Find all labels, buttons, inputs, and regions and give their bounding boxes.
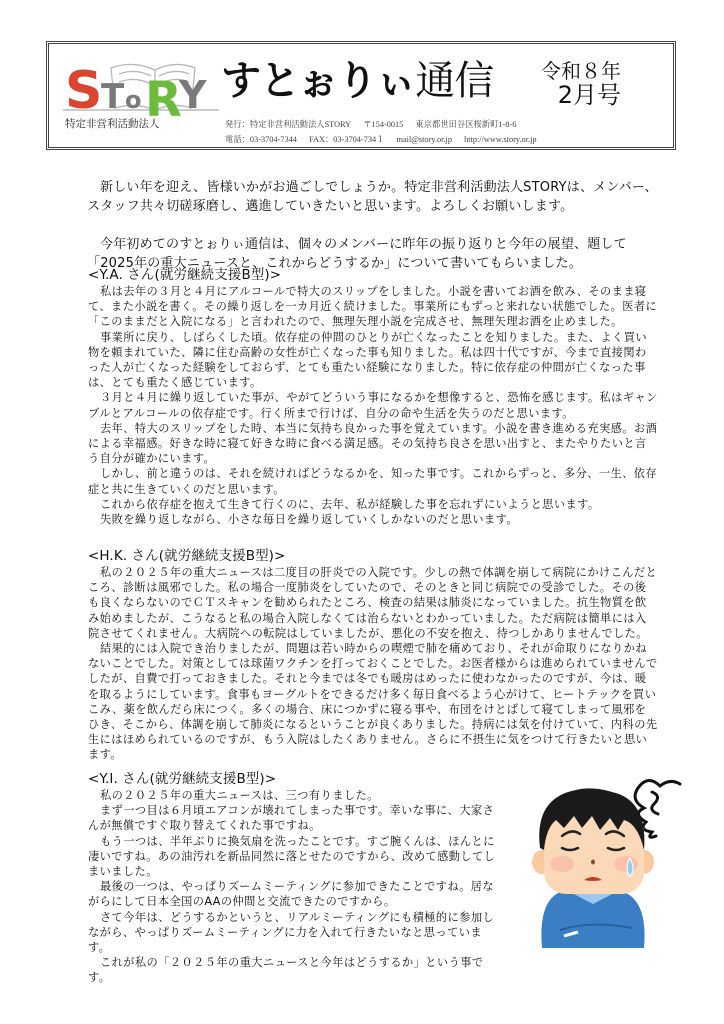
article-paragraph: もう一つは、半年ぶりに換気扇を洗ったことです。すご腕くんは、ほんとに凄いですね。あの油汚れを新品同然に落とせたのですから、改めて感動してしまいました。 bbox=[88, 834, 496, 879]
article-paragraph: これが私の「２０２５年の重大ニュースと今年はどうするか」という事です。 bbox=[88, 956, 484, 985]
title-bold: すとぉりぃ bbox=[221, 58, 416, 104]
worried-man-illustration bbox=[520, 770, 685, 950]
article-paragraph: さて今年は、どうするかというと、リアルミーティングにも積極的に参加しながら、やっぱりズームミーティングに力を入れて行きたいなと思っています。 bbox=[88, 910, 495, 955]
address: 東京都世田谷区桜新町1-8-6 bbox=[415, 120, 517, 129]
article-paragraph: 失敗を繰り返しながら、小さな毎日を繰り返していくしかないのだと思います。 bbox=[100, 513, 519, 527]
article-paragraph: 最後の一つは、やっぱりズームミーティングに参加できたことですね。居ながらにして日本全国のAAの仲間と交流できたのですから。 bbox=[88, 880, 494, 909]
article-paragraph: しかし、前と違うのは、それを続ければどうなるかを、知った事です。これからずっと、多分、一生、依存症と共に生きていくのだと思います。 bbox=[88, 467, 658, 496]
logo-letter-o: o bbox=[125, 86, 142, 114]
article-paragraph: 去年、特大のスリップをした時、本当に気持ち良かった事を覚えています。小説を書き進める充実感。お酒による幸福感。好きな時に寝て好きな時に食べる満足感。その気持ち良さを思い出すと、またやりたいと言う自分が確かにいます。 bbox=[88, 421, 658, 466]
intro-paragraph: 今年初めてのすとぉりぃ通信は、個々のメンバーに昨年の振り返りと今年の展望、題して「2025年の重大ニュースと、これからどうするか」について書いてもらいました。 bbox=[87, 237, 627, 271]
member-article-hk bbox=[88, 547, 658, 763]
article-heading: <Y.A. さん(就労継続支援B型)> bbox=[88, 267, 282, 283]
issue-date bbox=[521, 60, 621, 108]
title-light: 通信 bbox=[415, 58, 494, 104]
intro-paragraph: 新しい年を迎え、皆様いかがお過ごしでしょうか。特定非営利活動法人STORYは、メンバー、スタッフ共々切磋琢磨し、邁進していきたいと思います。よろしくお願いします。 bbox=[87, 180, 658, 214]
article-heading: <Y.I. さん(就労継続支援B型)> bbox=[88, 771, 277, 787]
logo-letter-s: S bbox=[65, 61, 103, 120]
story-logo-mark bbox=[63, 58, 219, 120]
article-paragraph: ３月と４月に繰り返していた事が、やがてどういう事になるかを想像すると、恐怖を感じます。私はギャンブルとアルコールの依存症です。行く所まで行けば、自分の命や生活を失うのだと思います。 bbox=[88, 391, 658, 420]
issue-month: 2月号 bbox=[557, 81, 621, 109]
article-paragraph: 事業所に戻り、しばらくした頃。依存症の仲間のひとりが亡くなったことを知りました。また、よく買い物を頼まれていた、隣に住む高齢の女性が亡くなった事も知りました。私は四十代ですが、今まで直接関わった人が亡くなった経験をしておらず、とても重たい経験になりました。特に依存症の仲間が亡くなった事は、とても重たく感じています。 bbox=[88, 330, 647, 390]
article-paragraph: 私の２０２５年の重大ニュースは二度目の肝炎での入院です。少しの熱で体調を崩して病院にかけこんだところ、診断は風邪でした。私の場合一度肺炎をしていたので、そのときと同じ病院での受診でした。その後も良くならないのでＣＴスキャンを勧められたところ、検査の結果は肺炎になっていました。抗生物質を飲み始めましたが、こうなると私の場合入院しなくては治らないとわかっていました。ただ病院は簡単には入院させてくれません。大病院への転院はしていましたが、悪化の不安を抱え、待つしかありませんでした。 bbox=[88, 566, 658, 640]
logo-letter-t: T bbox=[101, 77, 125, 117]
article-paragraph: これから依存症を抱えて生きて行くのに、去年、私が経験した事を忘れずにいようと思います。 bbox=[100, 497, 600, 511]
member-article-yi bbox=[88, 770, 500, 986]
publisher: 発行：特定非営利活動法人STORY bbox=[225, 120, 352, 129]
logo-letter-y: Y bbox=[179, 73, 207, 117]
worried-man-arms-crossed-icon bbox=[520, 770, 685, 950]
website-link[interactable]: http://www.story.or.jp bbox=[464, 135, 537, 144]
email-link[interactable]: mail@story.or.jp bbox=[396, 135, 453, 144]
intro bbox=[87, 178, 662, 273]
newsletter-header bbox=[46, 41, 676, 150]
article-paragraph: まず一つ目は６月頃エアコンが壊れてしまった事です。幸いな事に、大家さんが無償ですぐ取り替えてくれた事ですね。 bbox=[88, 804, 495, 833]
newsletter-title bbox=[221, 59, 493, 103]
logo-letter-r: R bbox=[145, 72, 182, 120]
article-paragraph: 私の２０２５年の重大ニュースは、三つ有りました。 bbox=[100, 789, 379, 802]
issue-year: 令和８年 bbox=[541, 59, 621, 83]
fax: FAX：03-3704-734１ bbox=[308, 135, 385, 144]
member-article-ya bbox=[88, 266, 658, 527]
article-paragraph: 私は去年の３月と４月にアルコールで特大のスリップをしました。小説を書いてお酒を飲み、そのまま寝て、また小説を書く。その繰り返しを一カ月近く続けました。事業所にもずっと来れない状態でした。医者に「このままだと入院になる」と言われたので、無理矢理小説を完成させ、無理矢理お酒を止めました。 bbox=[88, 285, 658, 329]
logo-subtitle: 特定非営利活動法人 bbox=[65, 118, 160, 130]
article-heading: <H.K. さん(就労継続支援B型)> bbox=[88, 548, 286, 564]
postal-code: 〒154-0015 bbox=[363, 120, 404, 129]
phone: 電話：03-3704-7344 bbox=[225, 135, 297, 144]
story-logo bbox=[63, 58, 219, 140]
article-paragraph: 結果的には入院でき治りましたが、問題は若い時からの喫煙で肺を痛めており、それが命取りになりかねないことでした。対策としては球菌ワクチンを打っておくことでした。お医者様からは進められていませんでしたが、自費で打っておきました。それと今までは冬でも暖房はめったに使わなかったのですが、今は、暖を取るようにしています。食事もヨーグルトをできるだけ多く毎日食べるよう心がけて、ヒートテックを買いこみ、薬を飲んだら床につく。多くの場合、床につかずに寝る事や、布団をけとばして寝てしまって風邪をひき、そこから、体調を崩して肺炎になるということが良くありました。持病には気を付けていて、内科の先生にはほめられているのですが、もう入院はしたくありません。さらに不摂生に気をつけて行きたいと思います。 bbox=[88, 642, 658, 762]
contact-info bbox=[225, 117, 547, 147]
